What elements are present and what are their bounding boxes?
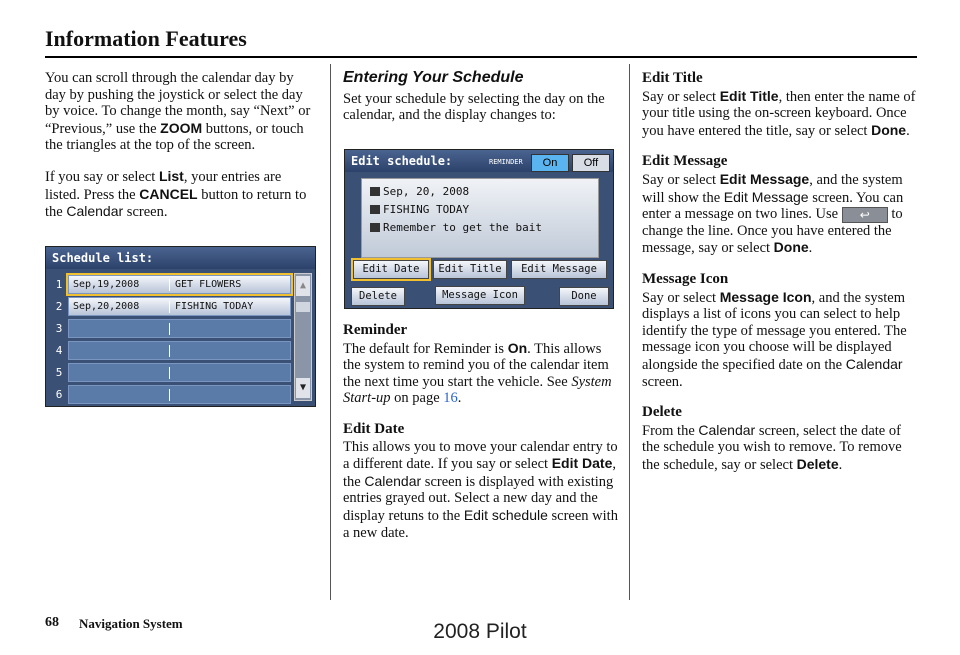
return-key-icon: ↩ — [842, 207, 888, 223]
row-divider — [169, 323, 170, 335]
scrollbar[interactable] — [294, 273, 312, 401]
delete-paragraph — [642, 422, 918, 474]
list-term: List — [158, 167, 184, 184]
row-number: 4 — [55, 344, 63, 357]
message-icon-term: Message Icon — [719, 288, 812, 305]
date-value: Sep, 20, 2008 — [383, 185, 470, 198]
text: . — [808, 240, 813, 257]
intro-paragraph: Set your schedule by selecting the day on the calendar, and the display changes to: — [343, 90, 605, 124]
text: . This allows the system to remind you of the calendar item the next time you start the vehicle. See — [343, 340, 609, 390]
on-term: On — [507, 339, 528, 356]
section-heading: Entering Your Schedule — [343, 69, 524, 86]
edit-message-paragraph — [642, 171, 918, 257]
text: , then enter the name of your title using the on-screen keyboard. Once you have entered the title, say or select — [642, 88, 916, 139]
calendar-term: Calendar — [364, 472, 422, 489]
message-icon-paragraph — [642, 289, 918, 391]
schedule-row-2[interactable] — [68, 297, 291, 316]
edit-date-button[interactable]: Edit Date — [353, 260, 429, 279]
row-text: GET FLOWERS — [175, 279, 242, 290]
text: From the — [642, 422, 699, 439]
reminder-heading: Reminder — [343, 322, 408, 338]
row-divider — [169, 389, 170, 401]
cancel-term: CANCEL — [139, 185, 198, 202]
column-divider — [330, 64, 331, 600]
row-text: FISHING TODAY — [175, 301, 254, 312]
text: screen. — [642, 373, 683, 390]
column-1 — [45, 70, 317, 235]
done-term: Done — [773, 239, 809, 256]
footer-label: Navigation System — [79, 616, 183, 631]
delete-heading: Delete — [642, 404, 682, 421]
scroll-thumb[interactable] — [296, 302, 310, 312]
text: screen is displayed with existing entries grayed out. Select a new day and the display retuns to the — [343, 473, 614, 524]
title-line — [370, 201, 590, 219]
calendar-term: Calendar — [66, 203, 124, 220]
page-title: Information Features — [45, 26, 247, 51]
row-divider — [169, 279, 170, 291]
text: screen. You can enter a message on two lines. Use — [642, 189, 904, 223]
column-3 — [642, 70, 918, 488]
edit-title-button[interactable]: Edit Title — [433, 260, 507, 279]
reminder-label: REMINDER — [489, 158, 523, 166]
edit-title-term: Edit Title — [719, 87, 779, 104]
message-icon-button[interactable]: Message Icon — [435, 286, 525, 305]
column-2-lower — [343, 322, 619, 555]
edit-title-paragraph — [642, 88, 918, 140]
delete-button[interactable]: Delete — [351, 287, 405, 306]
column-2 — [343, 70, 619, 138]
calendar-term: Calendar — [845, 355, 903, 372]
edit-message-term: Edit Message — [719, 170, 810, 187]
text: buttons, or touch the triangles at the top of the screen. — [45, 120, 304, 154]
edit-message-button[interactable]: Edit Message — [511, 260, 607, 279]
row-divider — [169, 367, 170, 379]
edit-date-term: Edit Date — [551, 455, 613, 472]
text: . — [906, 122, 910, 139]
text: The default for Reminder is — [343, 340, 508, 357]
text: If you say or select — [45, 168, 159, 185]
calendar-term: Calendar — [698, 421, 756, 438]
text: . — [838, 456, 843, 473]
text: on page — [390, 390, 444, 407]
title-value: FISHING TODAY — [383, 203, 470, 216]
text: Say or select — [642, 88, 720, 105]
row-divider — [169, 301, 170, 313]
title-rule — [45, 56, 917, 58]
reminder-off-button[interactable]: Off — [572, 154, 610, 172]
edit-schedule-term: Edit schedule — [463, 506, 548, 523]
text: . — [457, 390, 462, 407]
edit-message-heading: Edit Message — [642, 153, 728, 170]
text: , your entries are listed. Press the — [45, 168, 282, 203]
done-term: Done — [871, 121, 907, 138]
schedule-list-title: Schedule list: — [46, 247, 315, 269]
text: This allows you to move your calendar entry to a different date. If you say or select — [343, 438, 618, 473]
reminder-on-button[interactable]: On — [531, 154, 569, 172]
edit-title-heading: Edit Title — [642, 70, 703, 86]
row-number: 5 — [55, 366, 63, 379]
column-divider — [629, 64, 630, 600]
text: , and the system displays a list of icons you can select to help identify the type of message you entered. The message icon you choose will be displayed alongside the specified date on the — [642, 289, 907, 373]
row-number: 1 — [55, 278, 63, 291]
edit-message-screen-term: Edit Message — [723, 188, 809, 205]
delete-term: Delete — [796, 455, 839, 472]
row-date: Sep,19,2008 — [73, 279, 140, 290]
schedule-row-6[interactable] — [68, 385, 291, 404]
text: to change the line. Once you have entered the message, say or select — [642, 206, 903, 257]
row-number: 3 — [55, 322, 63, 335]
text: screen. — [123, 204, 168, 221]
page-16-link[interactable]: 16 — [443, 390, 458, 407]
scroll-up-icon[interactable]: ▲ — [296, 276, 310, 296]
edit-date-paragraph — [343, 439, 619, 542]
schedule-row-3[interactable] — [68, 319, 291, 338]
schedule-row-5[interactable] — [68, 363, 291, 382]
edit-schedule-title: Edit schedule: — [345, 150, 613, 172]
message-icon-heading: Message Icon — [642, 271, 729, 288]
text: You can scroll through the calendar day by day by pushing the joystick or select the day by voice. To change the month, say “Next” or “Previous,” use the — [45, 70, 311, 137]
watermark: 2008 Pilot — [433, 620, 527, 643]
page-number: 68 — [45, 615, 59, 630]
date-line — [370, 183, 590, 201]
paragraph-scroll — [45, 70, 317, 154]
edit-date-heading: Edit Date — [343, 420, 405, 437]
message-icon — [370, 205, 380, 214]
note-icon — [370, 223, 380, 232]
text: screen, select the date of the schedule you wish to remove. To remove the schedule, say or select — [642, 422, 902, 473]
text: , and the system will show the — [642, 171, 903, 206]
reminder-paragraph — [343, 340, 619, 407]
paragraph-list — [45, 168, 317, 221]
message-line — [370, 219, 590, 237]
text: screen with a new date. — [343, 507, 618, 541]
scroll-down-icon[interactable]: ▼ — [296, 378, 310, 398]
zoom-term: ZOOM — [160, 119, 203, 136]
system-startup-reference: System Start-up — [343, 373, 612, 407]
calendar-icon — [370, 187, 380, 196]
row-divider — [169, 345, 170, 357]
row-number: 2 — [55, 300, 63, 313]
schedule-details — [361, 178, 599, 258]
text: button to return to the — [45, 186, 307, 221]
done-button[interactable]: Done — [559, 287, 609, 306]
message-value: Remember to get the bait — [383, 221, 542, 234]
schedule-row-1[interactable] — [68, 275, 291, 294]
row-date: Sep,20,2008 — [73, 301, 140, 312]
schedule-list-screenshot — [45, 246, 316, 407]
text: Say or select — [642, 289, 720, 306]
edit-schedule-screenshot — [344, 149, 614, 309]
text: , the — [343, 456, 616, 490]
schedule-row-4[interactable] — [68, 341, 291, 360]
row-number: 6 — [55, 388, 63, 401]
text: Say or select — [642, 171, 720, 188]
